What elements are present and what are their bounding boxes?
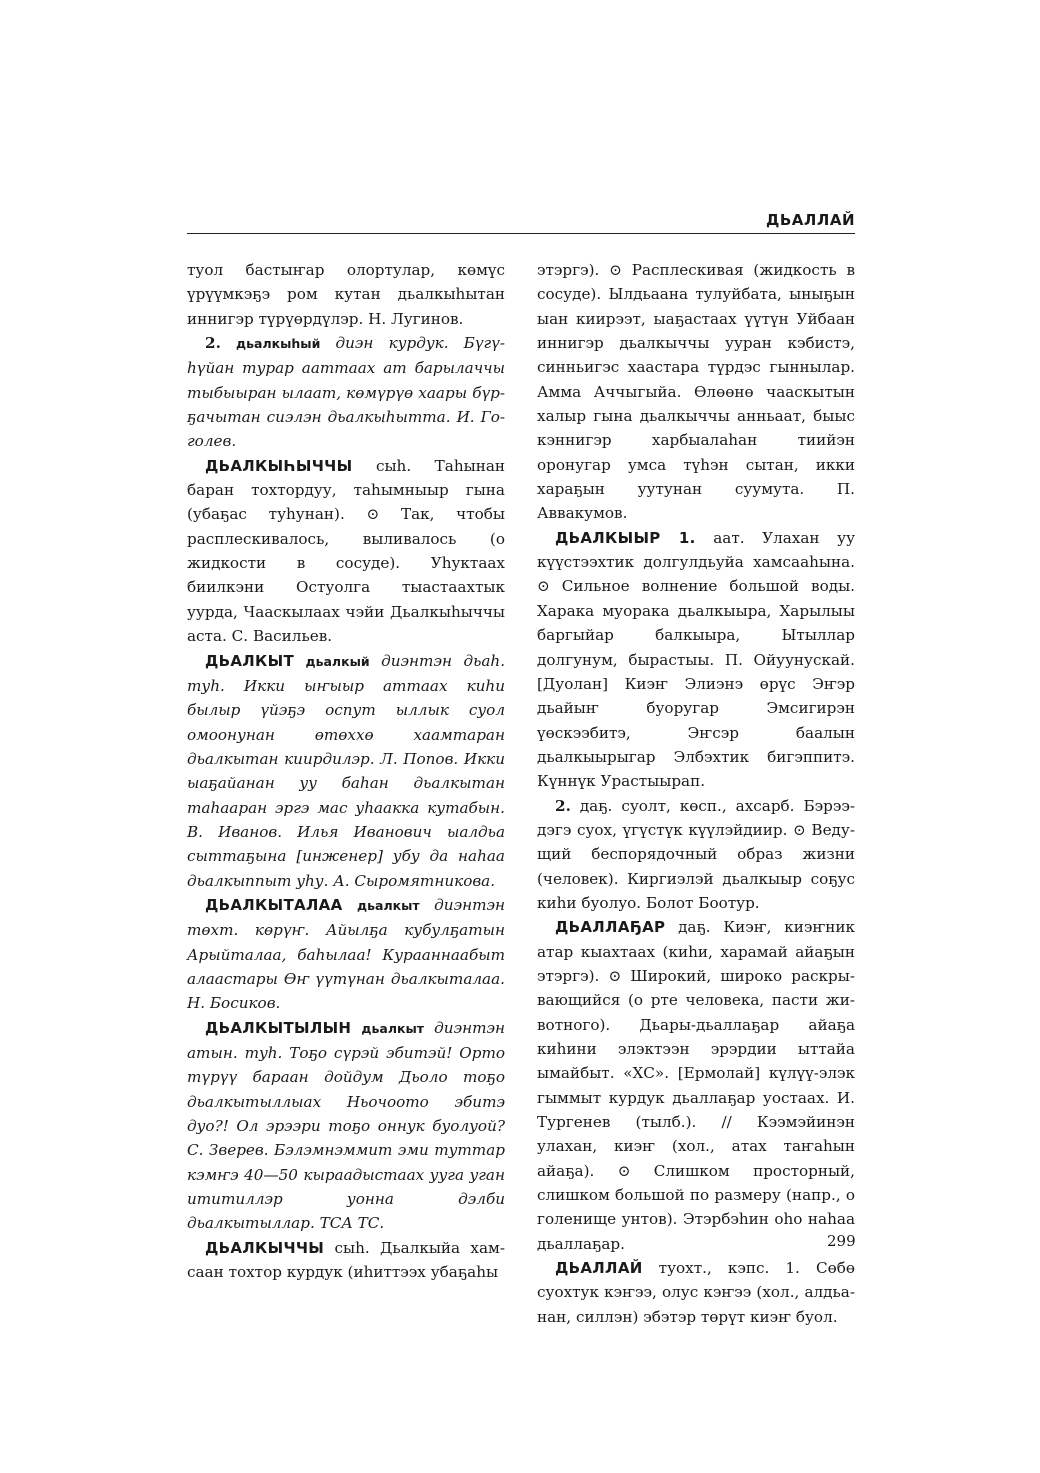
sense-text: диэн курдук. Бүгүһүйан турар ааттаах ат барылаччы тыбыыран ылаат, көмүрүө хаары бүрҕачытан сиэлэн дьалкыһытта. И. Гоголев. [187,334,505,451]
entry-headword: ДЬАЛКЫТЫЛЫН [205,1018,352,1037]
entry-headword: ДЬАЛКЫТ [205,651,294,670]
dictionary-entry [537,915,855,1256]
entry-headword: ДЬАЛКЫҺЫЧЧЫ [205,456,353,475]
dictionary-entry [187,1016,505,1236]
reference-word: дьалкыһый [236,336,321,352]
right-column [537,258,855,1329]
running-head: ДЬАЛЛАЙ [766,211,855,229]
dictionary-entry [537,526,855,794]
entry-text: сыһ. Таһынан баран тохтордуу, таһымныыр гына (убаҕас туһунан). ⊙ Так, чтобы расплескивалось, выливалось (о жидкости в сосуде). Уһуктаах биилкэни Остуолга тыастаахтык уурда, Чааскылаах чэйи Дьалкыһыччы аста. С. Васильев. [187,456,506,646]
sense-text: даҕ. суолт, көсп., ахсарб. Бэрээдэгэ суох, үгүстүк күүлэйдиир. ⊙ Ведущий беспорядочный образ жизни (человек). Киргиэлэй дьалкыыр соҕус киһи буолуо. Болот Боотур. [537,796,856,912]
continuation-paragraph: туол бастыҥар олортулар, көмүс үрүүмкэҕэ ром кутан дьалкыһытан иннигэр түрүөрдүлэр. Н. Лугинов. [187,261,505,328]
entry-text: диэнтэн дьаһ. туһ. Икки ыҥыыр аттаах киһи былыр үйэҕэ оспут ыллык суол омоонунан өтөххө хаамтаран дьалкытан киирдилэр. Л. Попов. Икки ыаҕайанан уу баһан дьалкытан таһааран эргэ мас уһаакка кутабын. В. Иванов. Илья Иванович ыалдьа сыттаҕына [инженер] убу да наһаа дьалкыппыт уһу. А. Сыромятникова. [187,651,506,890]
dictionary-entry [187,454,505,649]
entry-text: туохт., кэпс. 1. Сөбө суохтук кэҥээ, олус кэҥээ (хол., алдьанан, силлэн) эбэтэр төрүт киэҥ буол. [537,1259,855,1326]
entry-headword: ДЬАЛКЫТАЛАА [205,895,343,914]
sense-number: 2. [205,334,221,353]
sense-number: 2. [555,796,571,815]
entry-text: диэнтэн төхт. көрүҥ. Айылҕа кубулҕатын Арыйталаа, баһылаа! Курааннаабыт алаастары Өҥ үүтүнан дьалкыталаа. Н. Босиков. [187,895,505,1013]
entry-headword: ДЬАЛКЫЧЧЫ [205,1238,325,1257]
dictionary-entry [187,893,505,1016]
sense-2-paragraph [187,331,505,454]
continuation-paragraph: этэргэ). ⊙ Расплескивая (жидкость в сосуде). Ылдьаана тулуйбата, ыныҕын ыан киирээт, ыаҕастаах үүтүн Уйбаан иннигэр дьалкыччы ууран кэбистэ, синньигэс хаастара түрдэс гыннылар. Амма Аччыгыйа. Өлөөнө чааскытын халыр гына дьалкыччы анньаат, быыс кэннигэр харбыалаһан тиийэн оронугар умса түһэн сытан, икки хараҕын уутунан суумута. П. Аввакумов. [537,261,855,523]
entry-headword: ДЬАЛКЫЫР 1. [555,528,696,547]
dictionary-entry [187,649,505,893]
reference-word: дьалкыт [361,1020,425,1036]
dictionary-entry [537,1256,855,1329]
reference-word: дьалкыт [357,897,420,913]
entry-text: аат. Улахан уу күүстээхтик долгулдьуйа хамсааһына. ⊙ Сильное волнение большой воды. Харака муорака дьалкыыра, Харылыы баргыйар балкыыра, Ытыллар долгунум, бырастыы. П. Ойуунускай. [Дуолан] Киэҥ Элиэнэ өрүс Эҥэр дьайыҥ буоругар Эмсигирэн үөскээбитэ, Эҥсэр баалын дьалкыырыгар Элбэхтик бигэппитэ. Күннүк Урастыырап. [537,528,856,791]
reference-word: дьалкый [305,653,370,669]
entry-text: даҕ. Киэҥ, киэҥник атар кыахтаах (киһи, харамай айаҕын этэргэ). ⊙ Широкий, широко раскрывающийся (о рте человека, пасти животного). Дьары-дьаллаҕар айаҕа киһини элэктээн эрэрдии ыттайа ымайбыт. «ХС». [Ермолай] күлүү-элэк гыммыт курдук дьаллаҕар уостаах. И. Тургенев (тылб.). // Кээмэйинэн улахан, киэҥ (хол., атах таҥаһын айаҕа). ⊙ Слишком просторный, слишком большой по размеру (напр., о голенище унтов). Этэрбэһин оһо наһаа дьаллаҕар. [537,918,855,1253]
page-header [187,203,855,234]
entry-text: сыһ. Дьалкыйа хамсаан тохтор курдук (иһиттээх убаҕаһы [187,1238,505,1282]
sense-2-paragraph [537,794,855,916]
entry-headword: ДЬАЛЛАЙ [555,1259,643,1278]
page-number: 299 [827,1232,856,1250]
left-column [187,258,505,1284]
dictionary-entry [187,1236,505,1285]
entry-text: диэнтэн атын. туһ. Тоҕо сүрэй эбитэй! Орто түрүү бараан дойдум Дьоло тоҕо дьалкытыллыах Ньочоото эбитэ дуо?! Ол эрээри тоҕо оннук буолуой? С. Зверев. Бэлэмнэммит эми туттар кэмҥэ 40—50 кыраадыстаах ууга уган ититиллэр уонна дэлби дьалкытыллар. ТСА ТС. [187,1018,505,1233]
entry-headword: ДЬАЛЛАҔАР [555,918,666,937]
